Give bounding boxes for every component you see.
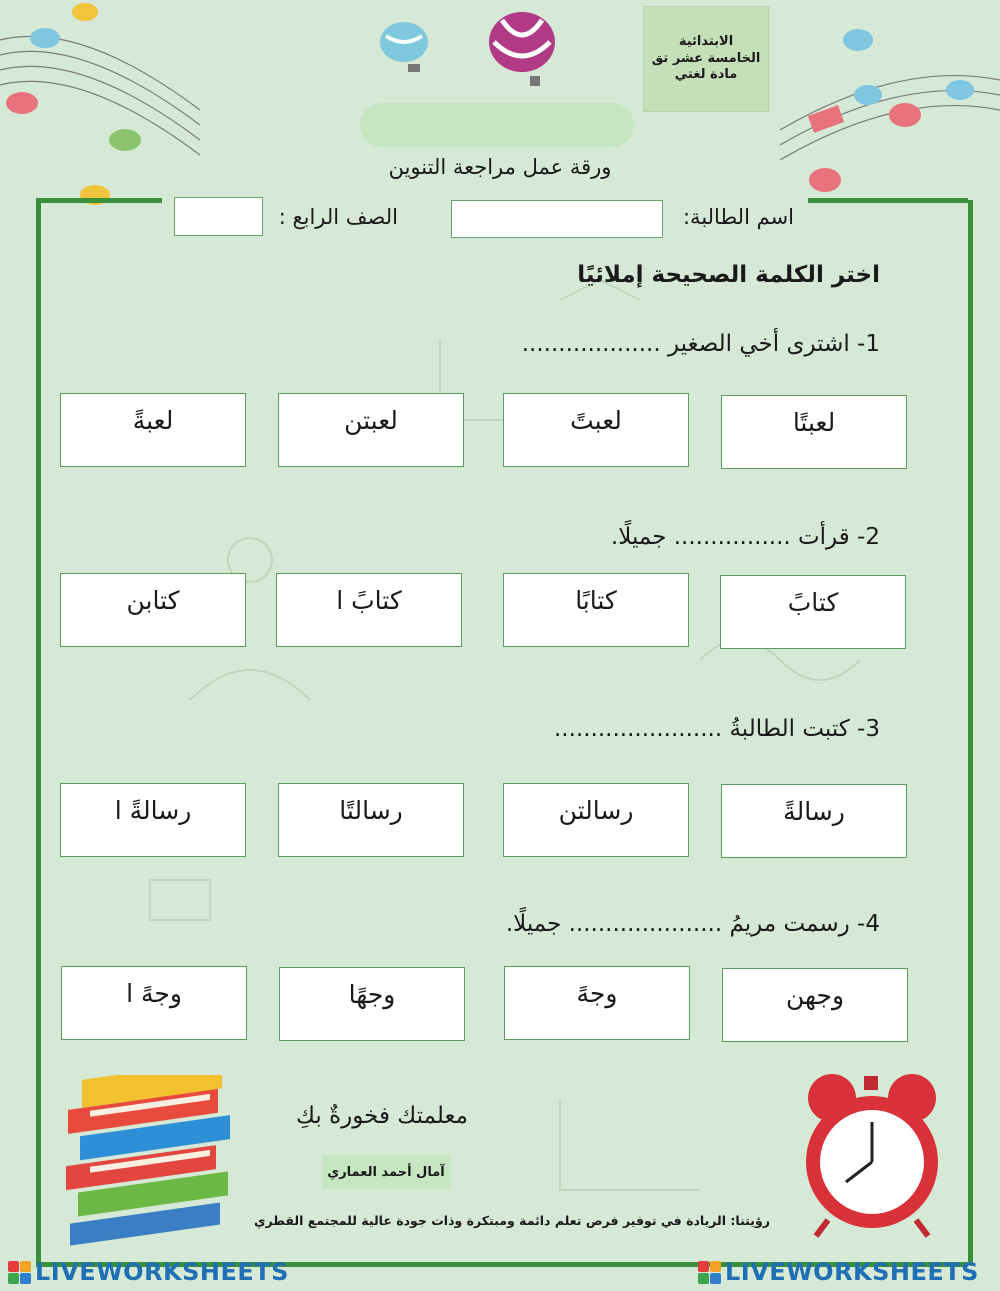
student-name-label: اسم الطالبة: xyxy=(682,205,794,229)
q1-option-3[interactable]: لعبتن xyxy=(278,393,464,467)
q1-option-4[interactable]: لعبةً xyxy=(60,393,246,467)
question-2: 2- قرأت ................ جميلًا. xyxy=(610,524,880,550)
liveworksheets-text-left: LIVEWORKSHEETS xyxy=(35,1258,289,1286)
q3-option-1[interactable]: رسالةً xyxy=(721,784,907,858)
q1-option-2[interactable]: لعبتً xyxy=(503,393,689,467)
question-1: 1- اشترى أخي الصغير ................... xyxy=(521,331,880,357)
books-stack-illustration xyxy=(60,1075,240,1250)
worksheet-title: ورقة عمل مراجعة التنوين xyxy=(388,155,612,179)
teacher-name: آمال أحمد العماري xyxy=(322,1155,450,1189)
liveworksheets-logo-right[interactable] xyxy=(698,1258,979,1286)
liveworksheets-badge-icon xyxy=(698,1261,721,1284)
liveworksheets-text-right: LIVEWORKSHEETS xyxy=(725,1258,979,1286)
q2-option-3[interactable]: كتابً ا xyxy=(276,573,462,647)
frame-top-left-edge xyxy=(36,198,162,203)
question-4: 4- رسمت مريمُ ..................... جميلًا. xyxy=(505,911,880,937)
q2-option-1[interactable]: كتابً xyxy=(720,575,906,649)
liveworksheets-logo-left[interactable] xyxy=(8,1258,289,1286)
q4-option-4[interactable]: وجهً ا xyxy=(61,966,247,1040)
school-info-box xyxy=(643,6,769,112)
q2-option-4[interactable]: كتابن xyxy=(60,573,246,647)
q2-option-2[interactable]: كتابًا xyxy=(503,573,689,647)
frame-top-right-edge xyxy=(808,198,968,203)
grade-field[interactable] xyxy=(174,197,263,236)
school-line-2: الخامسة عشر تق xyxy=(651,50,761,66)
student-name-field[interactable] xyxy=(451,200,663,238)
q1-option-1[interactable]: لعبتًا xyxy=(721,395,907,469)
q4-option-1[interactable]: وجهن xyxy=(722,968,908,1042)
school-line-3: مادة لغتي xyxy=(674,67,738,83)
q3-option-2[interactable]: رسالتن xyxy=(503,783,689,857)
instruction-heading: اختر الكلمة الصحيحة إملائيًا xyxy=(577,262,880,288)
grade-label: الصف الرابع : xyxy=(278,205,398,229)
liveworksheets-badge-icon xyxy=(8,1261,31,1284)
q4-option-2[interactable]: وجهً xyxy=(504,966,690,1040)
q3-option-3[interactable]: رسالتًا xyxy=(278,783,464,857)
title-banner xyxy=(360,103,634,147)
music-notes-right-decoration xyxy=(780,20,1000,210)
question-3: 3- كتبت الطالبةُ ....................... xyxy=(554,716,880,742)
alarm-clock-illustration xyxy=(790,1070,950,1240)
school-vision: رؤيتنا: الريادة في توفير فرص تعلم دائمة ومبتكرة وذات جودة عالية للمجتمع القطري xyxy=(254,1213,770,1228)
q4-option-3[interactable]: وجهًا xyxy=(279,967,465,1041)
music-notes-left-decoration xyxy=(0,0,210,210)
pink-balloon-decoration xyxy=(486,10,558,92)
blue-balloon-decoration xyxy=(376,18,436,78)
teacher-message: معلمتك فخورةٌ بكِ xyxy=(296,1103,468,1129)
q3-option-4[interactable]: رسالةً ا xyxy=(60,783,246,857)
school-line-1: الابتدائية xyxy=(678,33,734,49)
